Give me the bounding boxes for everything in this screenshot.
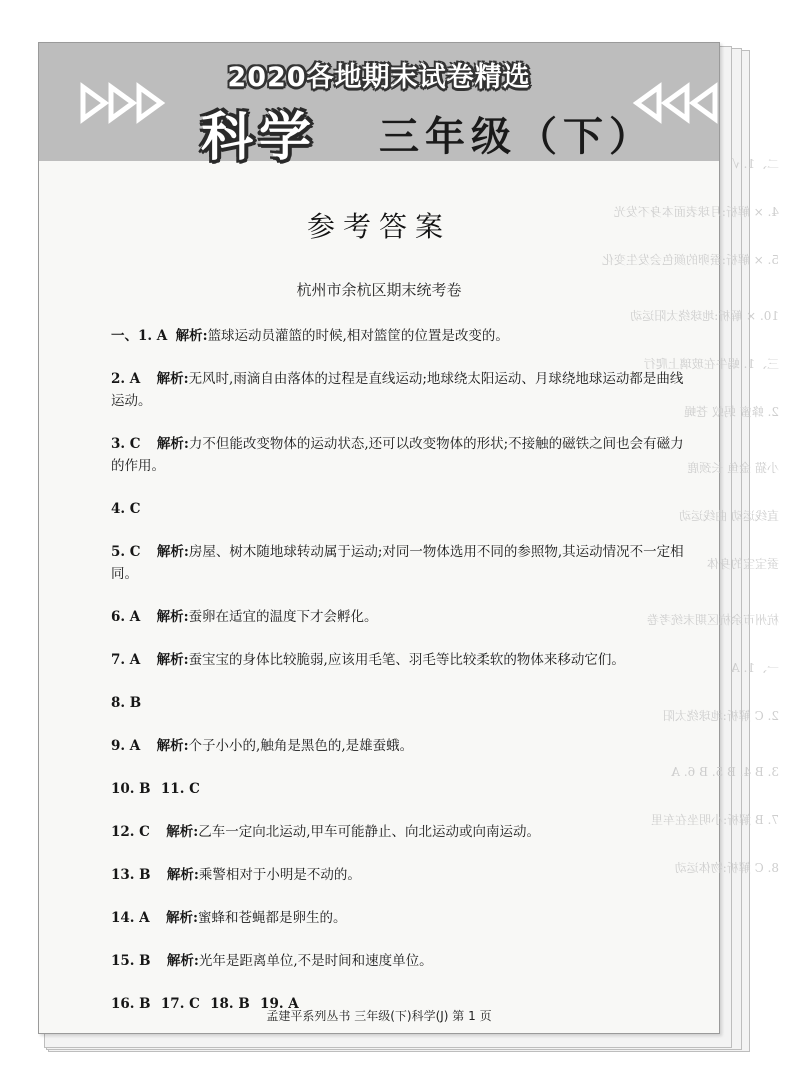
bleed-through-line: 4. × 解析:月球表面本身不发光 (613, 205, 779, 219)
bleed-through-line: 三、1. 蜗牛在玻璃上爬行 (643, 357, 779, 371)
page-footer: 孟建平系列丛书 三年级(下)科学(J) 第 1 页 (266, 1009, 492, 1023)
analysis-label: 解析: (166, 953, 199, 969)
answer-number: 12. C (111, 824, 150, 840)
answer-item (111, 325, 691, 347)
grade-title: 三年级（下） (379, 113, 655, 160)
answer-number: 18. B (210, 996, 250, 1012)
answer-number: 10. B (111, 781, 151, 797)
series-title: 2020各地期末试卷精选 (227, 62, 531, 93)
analysis-label: 解析: (166, 824, 199, 840)
answer-row (111, 778, 691, 800)
bleed-through-line: 2. C 解析:地球绕太阳 (662, 709, 779, 723)
answer-item (111, 649, 691, 671)
answer-number: 9. A (111, 738, 141, 754)
analysis-label: 解析: (156, 609, 189, 625)
answer-number: 19. A (260, 996, 299, 1012)
bleed-through-line: 蚕宝宝的身体 (706, 557, 779, 571)
analysis-label: 解析: (166, 867, 199, 883)
analysis-text: 房屋、树木随地球转动属于运动;对同一物体选用不同的参照物,其运动情况不一定相同。 (111, 544, 684, 582)
analysis-text: 蚕卵在适宜的温度下才会孵化。 (188, 609, 378, 625)
analysis-text: 个子小小的,触角是黑色的,是雄蚕蛾。 (188, 738, 414, 754)
answer-number: 13. B (111, 867, 151, 883)
answer-number: 5. C (111, 544, 141, 560)
answer-number: 16. B (111, 996, 151, 1012)
bleed-through-line: 2. 蜂蜜 蚂蚁 苍蝇 (684, 405, 779, 419)
answer-item (111, 692, 691, 714)
analysis-text: 蚕宝宝的身体比较脆弱,应该用毛笔、羽毛等比较柔软的物体来移动它们。 (188, 652, 625, 668)
answer-item (111, 368, 691, 412)
page-title: 参考答案 (306, 210, 451, 243)
bleed-through-line: 3. B 4. B 5. B 6. A (671, 765, 779, 779)
bleed-through-line: 8. C 解析:物体运动 (674, 861, 779, 875)
answer-number: 14. A (111, 910, 150, 926)
analysis-label: 解析: (156, 652, 189, 668)
answer-list (111, 325, 691, 1036)
analysis-label: 解析: (156, 436, 189, 452)
bleed-through-line: 小猫 金鱼 长颈鹿 (687, 461, 779, 475)
answer-number: 4. C (111, 501, 141, 517)
answer-item (111, 541, 691, 585)
analysis-label: 解析: (165, 910, 198, 926)
answer-item (111, 821, 691, 843)
header-banner (39, 43, 719, 168)
answer-page (38, 42, 779, 1034)
answer-number: 17. C (160, 996, 200, 1012)
bleed-through-line: 7. B 解析:小明坐在车里 (651, 813, 779, 827)
analysis-text: 力不但能改变物体的运动状态,还可以改变物体的形状;不接触的磁铁之间也会有磁力的作用。 (111, 436, 684, 474)
analysis-label: 解析: (156, 544, 189, 560)
bleed-through-line: 一、1. A (731, 661, 779, 675)
exam-subtitle: 杭州市余杭区期末统考卷 (296, 281, 462, 299)
answer-number: 7. A (111, 652, 141, 668)
answer-item (111, 498, 691, 520)
analysis-text: 乘警相对于小明是不动的。 (198, 867, 361, 883)
analysis-text: 乙车一定向北运动,甲车可能静止、向北运动或向南运动。 (198, 824, 541, 840)
bleed-through-line: 二、1. √ (732, 157, 779, 171)
answer-item (111, 907, 691, 929)
bleed-through-line: 5. × 解析:蚕卵的颜色会发生变化 (601, 253, 779, 267)
analysis-label: 解析: (156, 371, 189, 387)
subject-title: 科学 (201, 108, 318, 168)
answer-item (111, 606, 691, 628)
analysis-text: 无风时,雨滴自由落体的过程是直线运动;地球绕太阳运动、月球绕地球运动都是曲线运动。 (111, 371, 684, 409)
answer-number: 6. A (111, 609, 141, 625)
answer-number: 一、1. A (111, 328, 168, 344)
analysis-text: 光年是距离单位,不是时间和速度单位。 (198, 953, 433, 969)
bleed-through-line: 杭州市余杭区期末统考卷 (646, 613, 779, 627)
answer-number: 2. A (111, 371, 141, 387)
analysis-text: 篮球运动员灌篮的时候,相对篮筐的位置是改变的。 (207, 328, 509, 344)
answer-item (111, 864, 691, 886)
answer-number: 3. C (111, 436, 141, 452)
bleed-through-line: 10. × 解析:地球绕太阳运动 (630, 309, 779, 323)
analysis-text: 蜜蜂和苍蝇都是卵生的。 (197, 910, 347, 926)
answer-number: 8. B (111, 695, 142, 711)
answer-number: 11. C (160, 781, 200, 797)
bleed-through-line: 直线运动 曲线运动 (679, 509, 779, 523)
answer-number: 15. B (111, 953, 151, 969)
answer-item (111, 735, 691, 757)
analysis-label: 解析: (156, 738, 189, 754)
answer-item (111, 950, 691, 972)
answer-item (111, 433, 691, 477)
analysis-label: 解析: (175, 328, 208, 344)
